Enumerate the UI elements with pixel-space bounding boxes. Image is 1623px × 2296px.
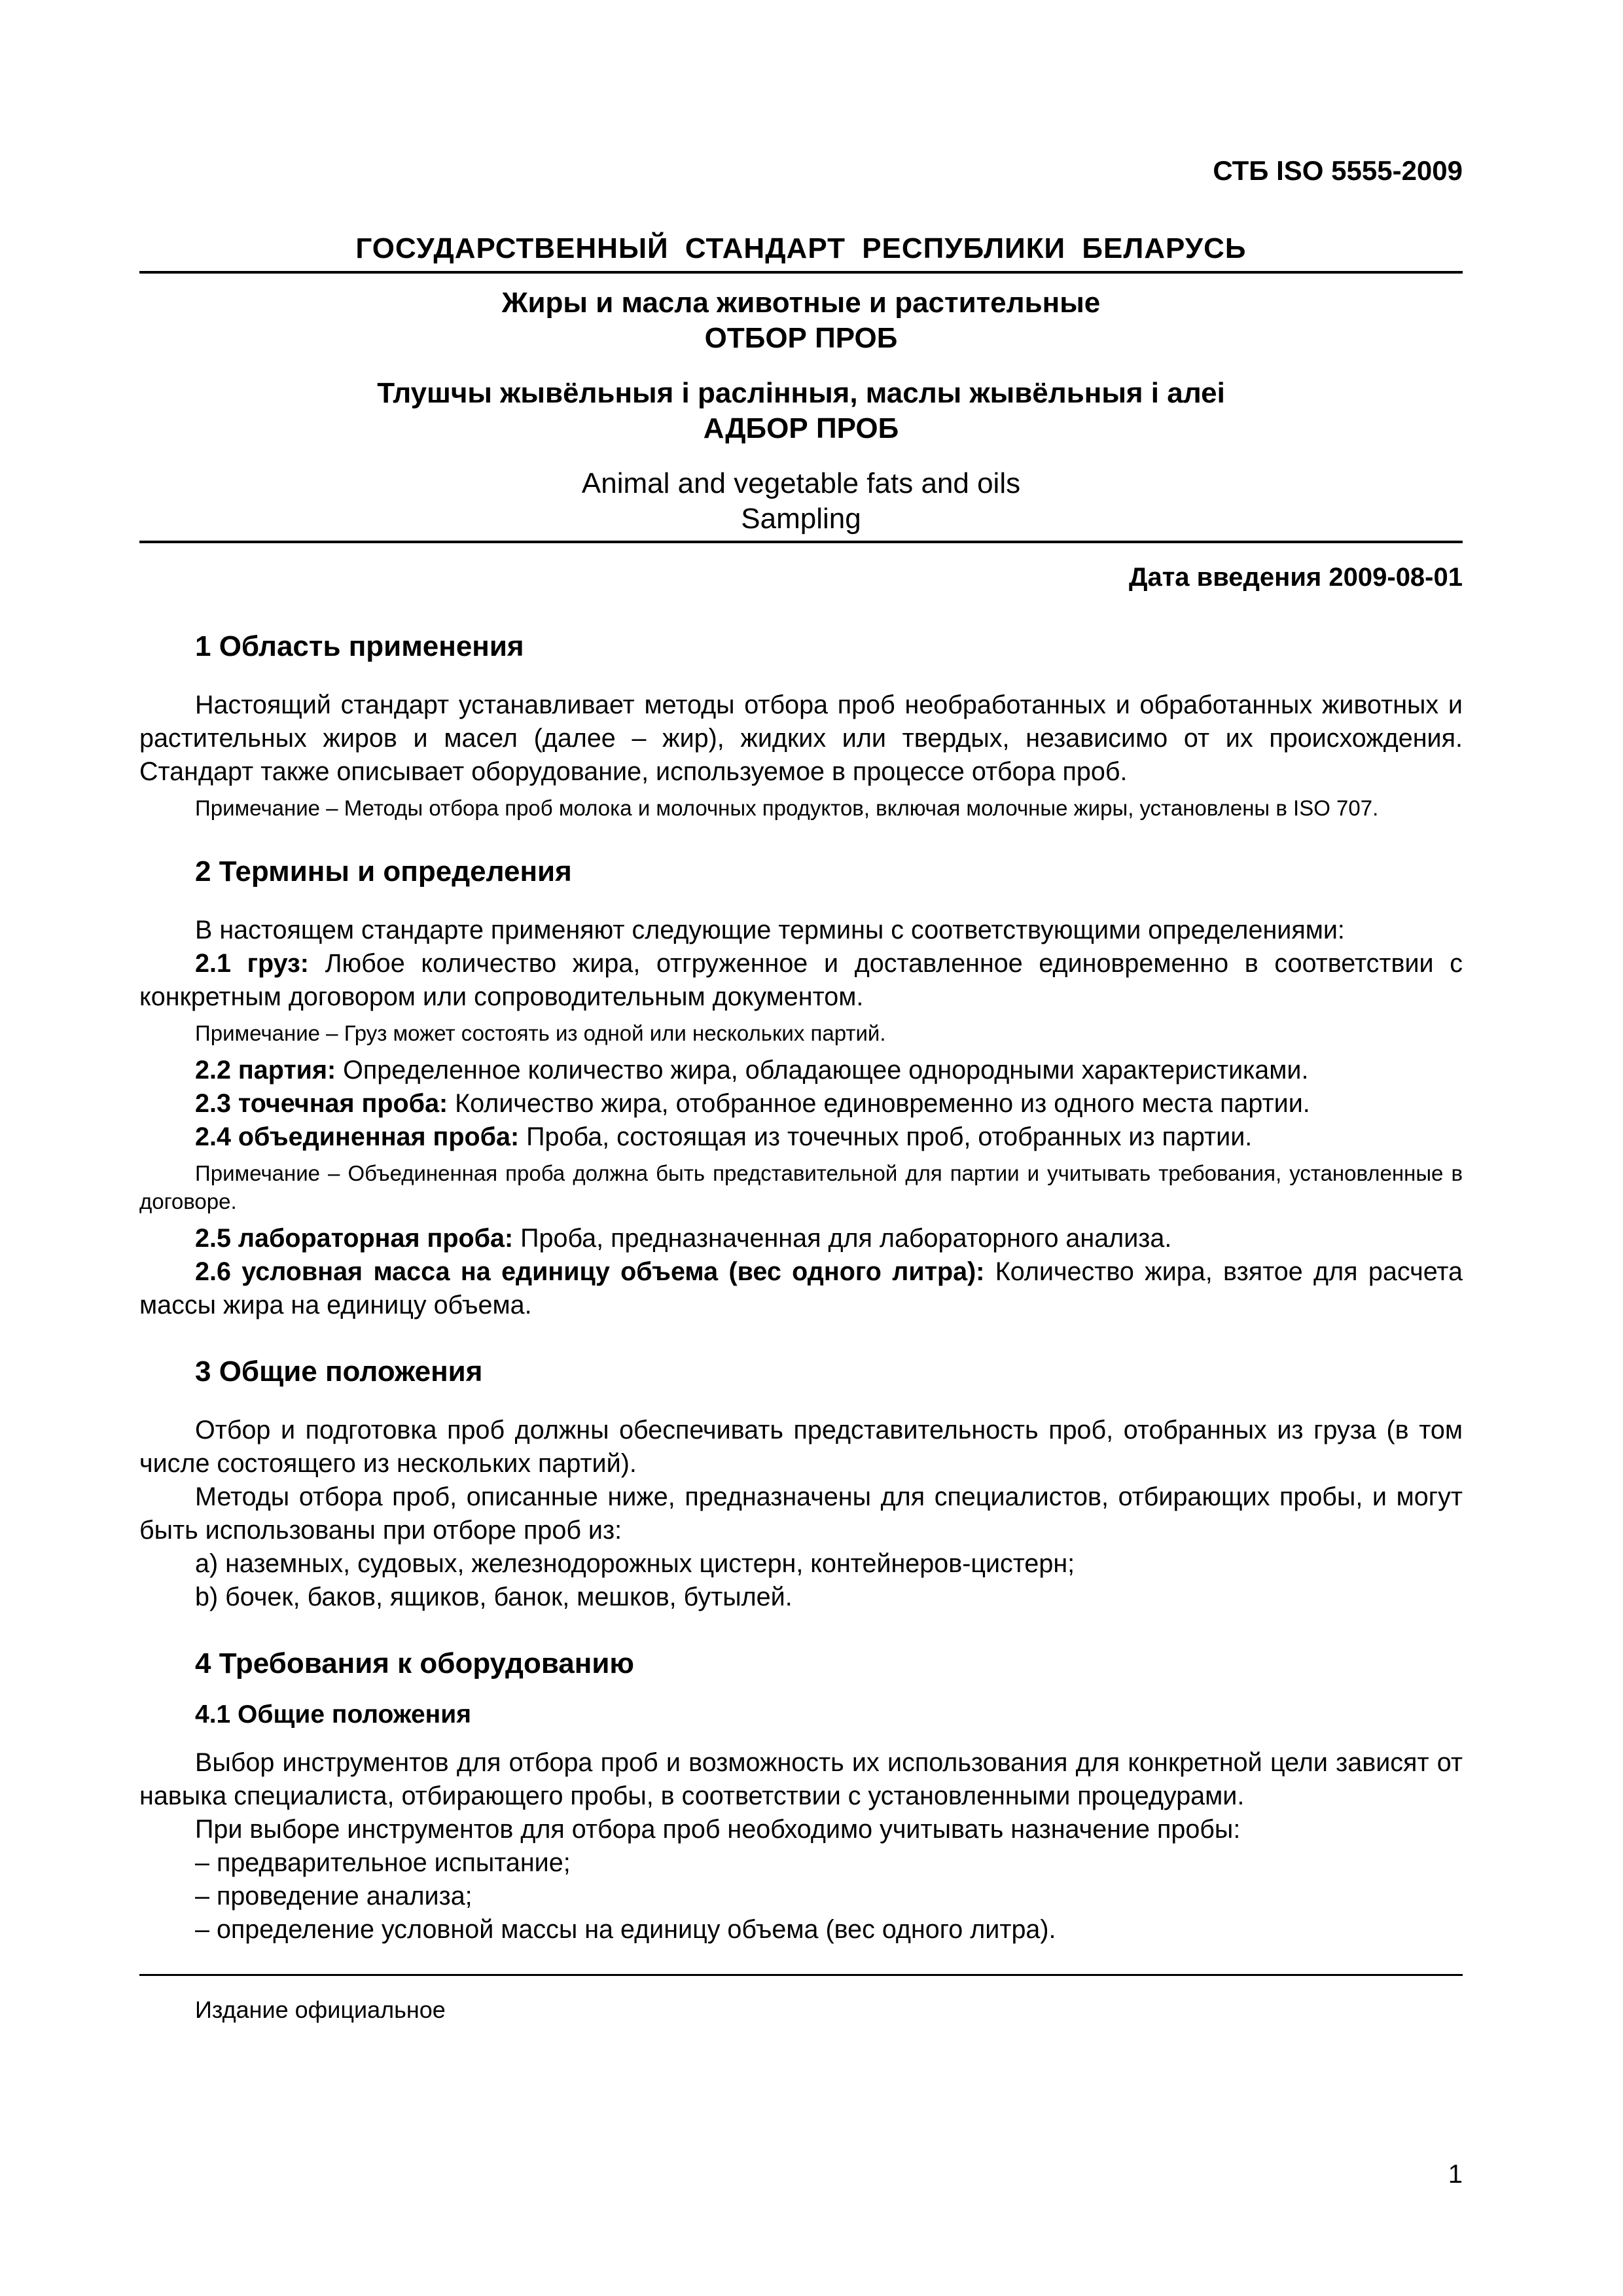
section-4-1-dash-item-1: – предварительное испытание; <box>195 1848 571 1877</box>
section-3-paragraph-1: Отбор и подготовка проб должны обеспечивать представительность проб, отобранных из груза (в том числе состоящего из нескольких партий). <box>139 1416 1463 1478</box>
section-3-item-b: b) бочек, баков, ящиков, банок, мешков, бутылей. <box>195 1583 793 1611</box>
standard-code: СТБ ISO 5555-2009 <box>1213 155 1463 186</box>
section-1-note: Примечание – Методы отбора проб молока и молочных продуктов, включая молочные жиры, установлены в ISO 707. <box>195 796 1379 820</box>
term-2-3-term: 2.3 точечная проба: <box>195 1089 448 1118</box>
term-2-4-note: Примечание – Объединенная проба должна быть представительной для партии и учитывать требования, установленные в договоре. <box>139 1161 1463 1213</box>
section-1-heading: 1 Область применения <box>195 630 524 662</box>
term-2-6-term: 2.6 условная масса на единицу объема (вес одного литра): <box>195 1257 985 1286</box>
section-1-paragraph: Настоящий стандарт устанавливает методы отбора проб необработанных и обработанных животных и растительных жиров и масел (далее – жир), жидких или твердых, независимо от их происхождения. Стандарт также описывает оборудование, используемое в процессе отбора проб. <box>139 691 1463 786</box>
title-ru-line1: Жиры и масла животные и растительные <box>501 287 1101 319</box>
title-be-line2: АДБОР ПРОБ <box>703 412 899 444</box>
term-2-1 <box>139 947 1463 1014</box>
title-ru-line2: ОТБОР ПРОБ <box>704 322 898 354</box>
term-2-2-definition: Определенное количество жира, обладающее однородными характеристиками. <box>336 1056 1309 1085</box>
term-2-3-definition: Количество жира, отобранное единовременно из одного места партии. <box>448 1089 1310 1118</box>
page-number: 1 <box>1448 2160 1463 2189</box>
term-2-4-term: 2.4 объединенная проба: <box>195 1122 520 1151</box>
government-standard-title: ГОСУДАРСТВЕННЫЙ СТАНДАРТ РЕСПУБЛИКИ БЕЛАРУСЬ <box>355 232 1247 264</box>
section-4-1-dash-item-2: – проведение анализа; <box>195 1882 473 1910</box>
title-en-line1: Animal and vegetable fats and oils <box>581 467 1021 499</box>
section-3-paragraph-2: Методы отбора проб, описанные ниже, предназначены для специалистов, отбирающих пробы, и могут быть использованы при отборе проб из: <box>139 1482 1463 1545</box>
section-2-intro: В настоящем стандарте применяют следующие термины с соответствующими определениями: <box>195 916 1345 944</box>
section-4-1-paragraph-1: Выбор инструментов для отбора проб и возможность их использования для конкретной цели зависят от навыка специалиста, отбирающего пробы, в соответствии с установленными процедурами. <box>139 1748 1463 1810</box>
term-2-4-definition: Проба, состоящая из точечных проб, отобранных из партии. <box>519 1122 1253 1151</box>
term-2-2 <box>139 1054 1463 1087</box>
term-2-6-definition: Количество жира, взятое для расчета массы жира на единицу объема. <box>139 1257 1463 1319</box>
title-top-rule <box>139 271 1463 274</box>
term-2-6 <box>139 1255 1463 1322</box>
title-block <box>139 285 1463 537</box>
introduction-date: Дата введения 2009-08-01 <box>1128 563 1463 592</box>
section-4-1-dash-item-3: – определение условной массы на единицу объема (вес одного литра). <box>195 1915 1056 1944</box>
term-2-2-term: 2.2 партия: <box>195 1056 336 1085</box>
term-2-5 <box>139 1222 1463 1255</box>
section-2-heading: 2 Термины и определения <box>195 855 572 888</box>
term-2-3 <box>139 1087 1463 1121</box>
title-be-line1: Тлушчы жывёльныя і раслінныя, маслы жывёльныя і алеі <box>377 377 1225 409</box>
section-3-heading: 3 Общие положения <box>195 1355 483 1388</box>
term-2-1-note: Примечание – Груз может состоять из одной или нескольких партий. <box>195 1021 886 1045</box>
title-en-line2: Sampling <box>741 503 861 535</box>
term-2-5-definition: Проба, предназначенная для лабораторного анализа. <box>513 1224 1172 1253</box>
section-4-1-heading: 4.1 Общие положения <box>195 1700 471 1729</box>
term-2-1-definition: Любое количество жира, отгруженное и доставленное единовременно в соответствии с конкретным договором или сопроводительным документом. <box>139 949 1463 1011</box>
term-2-4 <box>139 1121 1463 1154</box>
footer-rule <box>139 1974 1463 1976</box>
section-4-1-paragraph-2: При выборе инструментов для отбора проб необходимо учитывать назначение пробы: <box>195 1815 1241 1844</box>
term-2-1-term: 2.1 груз: <box>195 949 309 978</box>
official-edition-label: Издание официальное <box>195 1996 446 2023</box>
document-body <box>139 628 1463 1946</box>
term-2-5-term: 2.5 лабораторная проба: <box>195 1224 514 1253</box>
section-3-item-a: а) наземных, судовых, железнодорожных цистерн, контейнеров-цистерн; <box>195 1549 1075 1578</box>
section-4-heading: 4 Требования к оборудованию <box>195 1647 634 1679</box>
title-bottom-rule <box>139 541 1463 543</box>
